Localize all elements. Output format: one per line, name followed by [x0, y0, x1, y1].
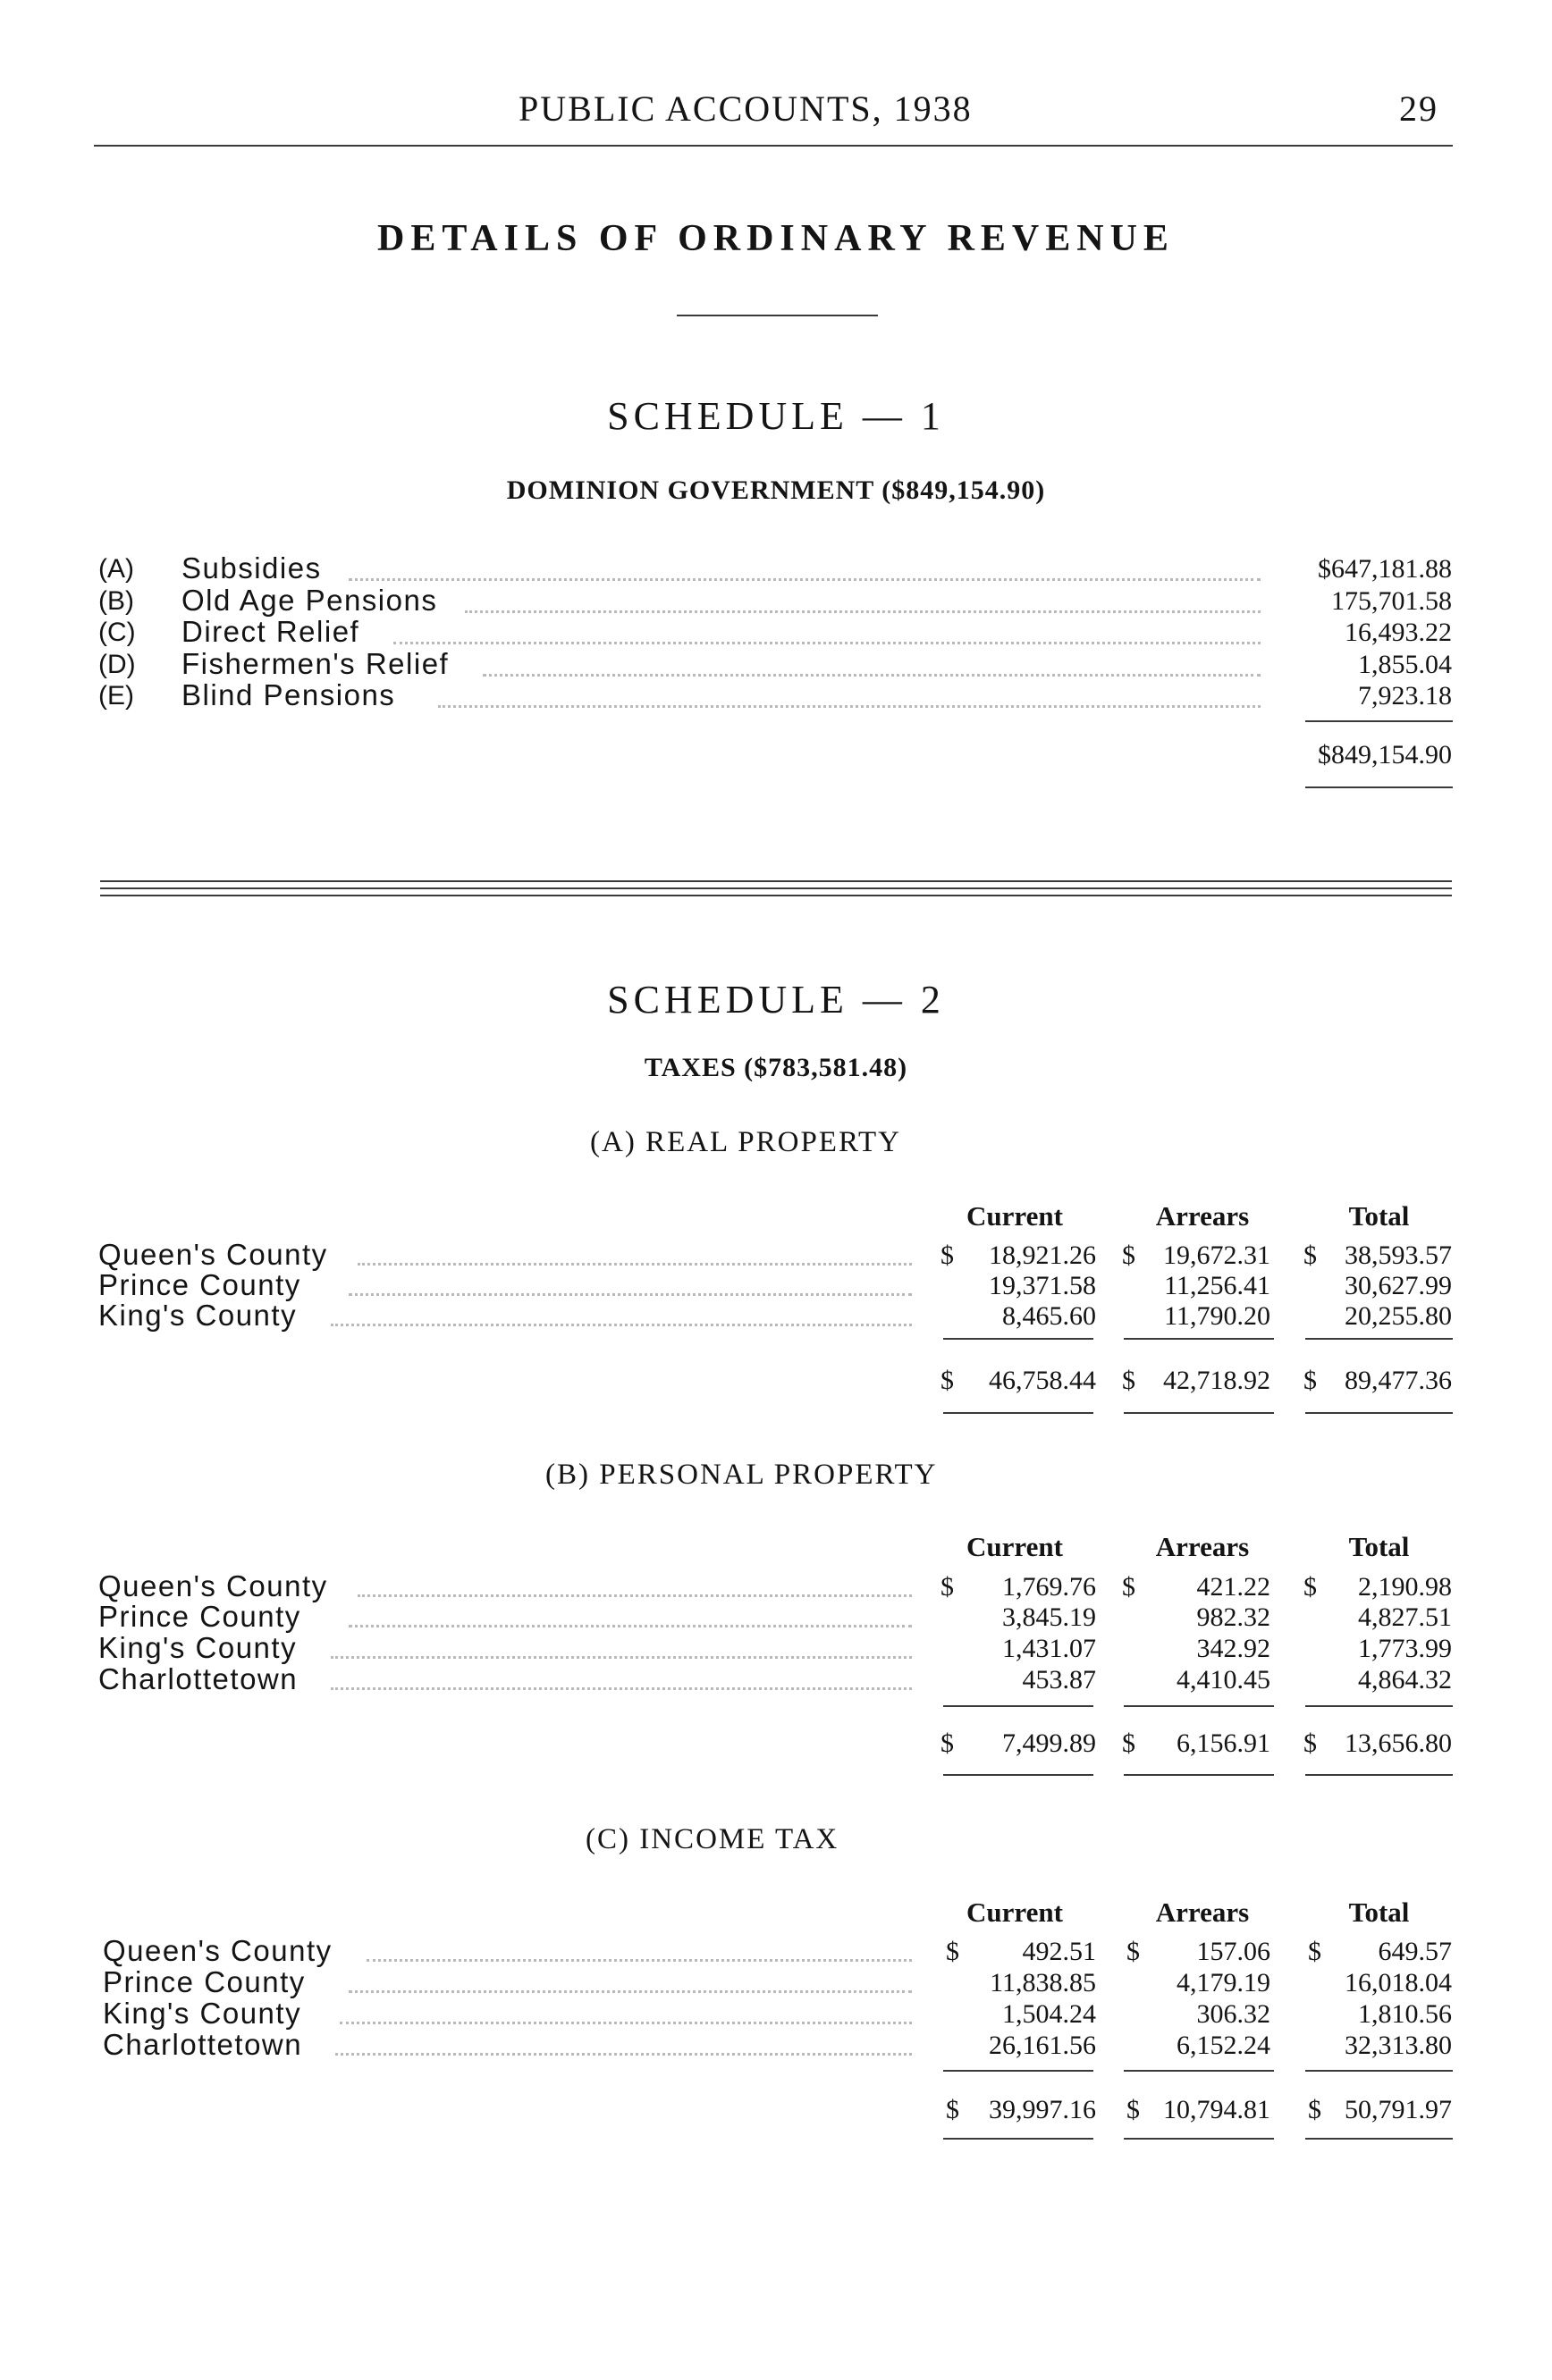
total-total: 89,477.36	[1345, 1366, 1452, 1395]
currency-sign: $	[940, 1728, 954, 1758]
currency-sign: $	[1303, 1572, 1317, 1602]
currency-sign: $	[940, 1240, 954, 1270]
page-number: 29	[1399, 88, 1438, 129]
col-current-header: Current	[966, 1531, 1063, 1562]
item-letter: (C)	[98, 618, 136, 647]
cell-current: 1,504.24	[1002, 1999, 1096, 2029]
col-total-header: Total	[1348, 1200, 1410, 1232]
row-label: Prince County	[98, 1268, 301, 1301]
subtotal-rule	[1305, 1338, 1453, 1340]
schedule-1-title: SCHEDULE — 1	[607, 394, 945, 438]
schedule-1-total: $849,154.90	[1318, 740, 1452, 770]
item-letter: (E)	[98, 681, 134, 711]
subtotal-rule	[943, 1705, 1093, 1707]
header-rule	[94, 145, 1453, 147]
section-divider	[100, 887, 1452, 889]
item-amount: 7,923.18	[1358, 681, 1452, 711]
row-label: Queen's County	[98, 1238, 328, 1271]
cell-arrears: 11,256.41	[1164, 1271, 1270, 1300]
schedule-2-subtitle: TAXES ($783,581.48)	[644, 1053, 908, 1082]
dot-leader	[340, 2022, 912, 2024]
subtotal-rule	[1124, 1705, 1274, 1707]
dot-leader	[358, 1594, 912, 1597]
cell-total: 649.57	[1378, 1937, 1452, 1966]
cell-current: 19,371.58	[989, 1271, 1096, 1300]
total-rule	[1305, 1412, 1453, 1414]
col-total-header: Total	[1348, 1531, 1410, 1562]
cell-arrears: 4,410.45	[1177, 1665, 1270, 1695]
currency-sign: $	[946, 1937, 959, 1966]
item-label: Old Age Pensions	[181, 584, 438, 617]
section-divider	[100, 895, 1452, 896]
total-rule	[1305, 720, 1453, 722]
cell-arrears: 11,790.20	[1164, 1301, 1270, 1331]
subtotal-rule	[943, 2070, 1093, 2072]
currency-sign: $	[1122, 1572, 1135, 1602]
row-label: Charlottetown	[98, 1662, 299, 1695]
cell-arrears: 421.22	[1196, 1572, 1270, 1602]
total-rule	[1305, 1774, 1453, 1776]
total-rule	[1124, 1774, 1274, 1776]
dot-leader	[367, 1959, 912, 1962]
dot-leader	[331, 1656, 912, 1659]
total-current: 7,499.89	[1002, 1728, 1096, 1758]
currency-sign: $	[940, 1366, 954, 1395]
cell-current: 492.51	[1022, 1937, 1096, 1966]
currency-sign: $	[1303, 1240, 1317, 1270]
currency-sign: $	[1308, 1937, 1321, 1966]
cell-arrears: 982.32	[1196, 1602, 1270, 1632]
schedule-2-title: SCHEDULE — 2	[607, 978, 945, 1022]
row-label: Prince County	[98, 1600, 301, 1633]
cell-total: 38,593.57	[1345, 1240, 1452, 1270]
item-letter: (A)	[98, 554, 134, 584]
cell-current: 1,769.76	[1002, 1572, 1096, 1602]
row-label: King's County	[98, 1631, 298, 1664]
total-rule	[1124, 2138, 1274, 2140]
total-arrears: 42,718.92	[1163, 1366, 1270, 1395]
col-current-header: Current	[966, 1200, 1063, 1232]
total-total: 13,656.80	[1345, 1728, 1452, 1758]
cell-arrears: 19,672.31	[1163, 1240, 1270, 1270]
currency-sign: $	[946, 2095, 959, 2124]
item-amount: 16,493.22	[1345, 618, 1452, 647]
item-label: Blind Pensions	[181, 678, 396, 711]
row-label: King's County	[98, 1299, 298, 1332]
currency-sign: $	[1122, 1366, 1135, 1395]
cell-total: 16,018.04	[1345, 1968, 1452, 1997]
subtotal-rule	[1124, 2070, 1274, 2072]
cell-current: 18,921.26	[989, 1240, 1096, 1270]
col-arrears-header: Arrears	[1155, 1531, 1250, 1562]
cell-arrears: 306.32	[1196, 1999, 1270, 2029]
currency-sign: $	[1126, 1937, 1140, 1966]
item-label: Fishermen's Relief	[181, 647, 450, 680]
col-total-header: Total	[1348, 1896, 1410, 1928]
total-total: 50,791.97	[1345, 2095, 1452, 2124]
item-letter: (B)	[98, 586, 134, 616]
total-rule	[943, 1774, 1093, 1776]
total-rule	[1124, 1412, 1274, 1414]
currency-sign: $	[1122, 1240, 1135, 1270]
item-amount: 1,855.04	[1358, 650, 1452, 679]
cell-current: 26,161.56	[989, 2031, 1096, 2060]
cell-total: 1,810.56	[1358, 1999, 1452, 2029]
cell-total: 4,827.51	[1358, 1602, 1452, 1632]
dot-leader	[393, 642, 1261, 644]
dot-leader	[349, 578, 1261, 581]
schedule-1-subtitle: DOMINION GOVERNMENT ($849,154.90)	[506, 475, 1046, 505]
row-label: Prince County	[103, 1965, 306, 1998]
total-arrears: 10,794.81	[1163, 2095, 1270, 2124]
subtotal-rule	[1124, 1338, 1274, 1340]
dot-leader	[349, 1625, 912, 1627]
currency-sign: $	[1126, 2095, 1140, 2124]
cell-arrears: 4,179.19	[1177, 1968, 1270, 1997]
row-label: Charlottetown	[103, 2028, 303, 2061]
section-b-heading: (B) PERSONAL PROPERTY	[545, 1459, 938, 1491]
section-a-heading: (A) REAL PROPERTY	[590, 1126, 901, 1158]
total-rule	[1305, 786, 1453, 788]
dot-leader	[331, 1687, 912, 1690]
cell-current: 3,845.19	[1002, 1602, 1096, 1632]
cell-arrears: 157.06	[1196, 1937, 1270, 1966]
col-arrears-header: Arrears	[1155, 1896, 1250, 1928]
item-amount: 175,701.58	[1331, 586, 1452, 616]
cell-total: 32,313.80	[1345, 2031, 1452, 2060]
total-current: 46,758.44	[989, 1366, 1096, 1395]
total-rule	[943, 1412, 1093, 1414]
item-label: Direct Relief	[181, 615, 360, 648]
currency-sign: $	[940, 1572, 954, 1602]
subtotal-rule	[943, 1338, 1093, 1340]
dot-leader	[465, 610, 1261, 613]
cell-total: 20,255.80	[1345, 1301, 1452, 1331]
section-c-heading: (C) INCOME TAX	[586, 1823, 839, 1855]
item-letter: (D)	[98, 650, 136, 679]
subtotal-rule	[1305, 2070, 1453, 2072]
section-divider	[100, 880, 1452, 882]
running-header-title: PUBLIC ACCOUNTS, 1938	[519, 88, 973, 129]
heading-underline	[677, 315, 878, 316]
dot-leader	[349, 1990, 912, 1993]
dot-leader	[438, 705, 1261, 708]
row-label: Queen's County	[98, 1569, 328, 1602]
page-heading: DETAILS OF ORDINARY REVENUE	[377, 218, 1175, 259]
dot-leader	[483, 674, 1261, 677]
subtotal-rule	[1305, 1705, 1453, 1707]
row-label: Queen's County	[103, 1934, 333, 1967]
currency-sign: $	[1303, 1366, 1317, 1395]
total-current: 39,997.16	[989, 2095, 1096, 2124]
cell-total: 1,773.99	[1358, 1634, 1452, 1663]
cell-total: 30,627.99	[1345, 1271, 1452, 1300]
total-rule	[1305, 2138, 1453, 2140]
currency-sign: $	[1308, 2095, 1321, 2124]
cell-total: 2,190.98	[1358, 1572, 1452, 1602]
col-current-header: Current	[966, 1896, 1063, 1928]
cell-arrears: 342.92	[1196, 1634, 1270, 1663]
cell-current: 11,838.85	[990, 1968, 1096, 1997]
dot-leader	[358, 1263, 912, 1266]
dot-leader	[349, 1293, 912, 1296]
item-label: Subsidies	[181, 551, 322, 584]
item-amount: $647,181.88	[1318, 554, 1452, 584]
dot-leader	[331, 1324, 912, 1326]
currency-sign: $	[1303, 1728, 1317, 1758]
row-label: King's County	[103, 1997, 302, 2030]
total-arrears: 6,156.91	[1177, 1728, 1270, 1758]
cell-arrears: 6,152.24	[1177, 2031, 1270, 2060]
currency-sign: $	[1122, 1728, 1135, 1758]
cell-current: 453.87	[1022, 1665, 1096, 1695]
cell-current: 8,465.60	[1002, 1301, 1096, 1331]
total-rule	[943, 2138, 1093, 2140]
cell-current: 1,431.07	[1002, 1634, 1096, 1663]
col-arrears-header: Arrears	[1155, 1200, 1250, 1232]
dot-leader	[335, 2053, 912, 2056]
cell-total: 4,864.32	[1358, 1665, 1452, 1695]
